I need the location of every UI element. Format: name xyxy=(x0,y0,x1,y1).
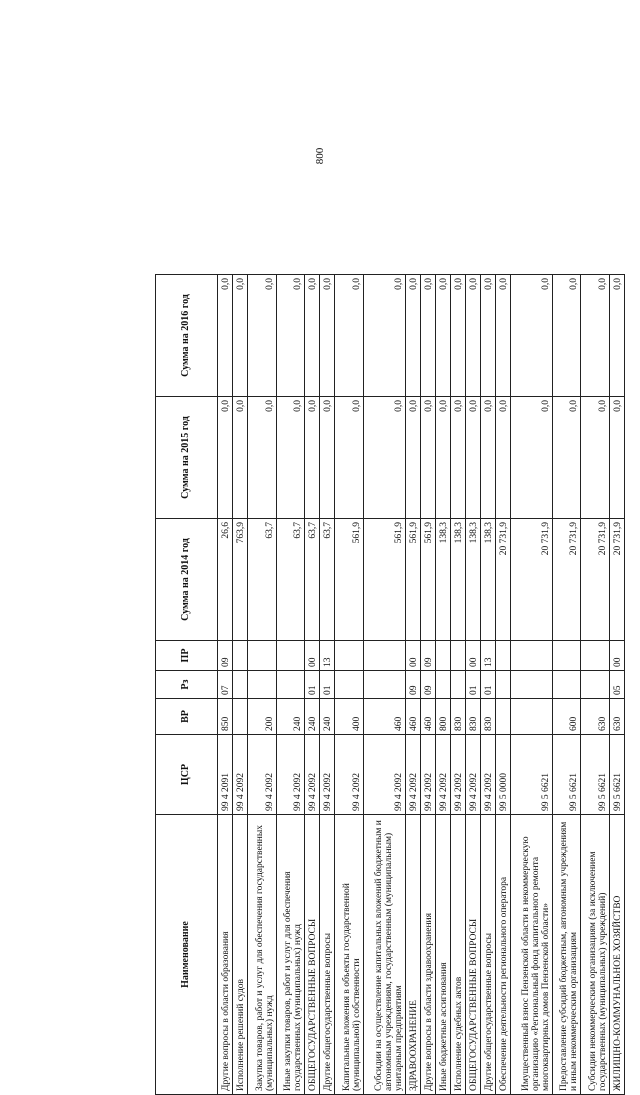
row-sum-2014: 20 731,9 xyxy=(581,519,610,641)
row-csr: 99 4 2092 xyxy=(363,735,405,815)
row-sum-2015: 0,0 xyxy=(465,397,480,519)
row-sum-2016: 0,0 xyxy=(510,275,552,397)
row-sum-2015: 0,0 xyxy=(320,397,335,519)
row-sum-2014: 26,6 xyxy=(218,519,233,641)
row-sum-2016: 0,0 xyxy=(552,275,581,397)
row-pr xyxy=(552,641,581,671)
row-name: Исполнение решений судов xyxy=(232,815,247,1095)
table-row xyxy=(495,275,510,1095)
row-sum-2016: 0,0 xyxy=(232,275,247,397)
row-sum-2015: 0,0 xyxy=(552,397,581,519)
row-sum-2016: 0,0 xyxy=(465,275,480,397)
row-sum-2016: 0,0 xyxy=(450,275,465,397)
row-vr xyxy=(495,699,510,735)
row-csr: 99 5 6621 xyxy=(609,735,624,815)
row-vr: 630 xyxy=(581,699,610,735)
row-pr: 09 xyxy=(218,641,233,671)
row-sum-2015: 0,0 xyxy=(510,397,552,519)
row-pr: 13 xyxy=(480,641,495,671)
row-sum-2015: 0,0 xyxy=(218,397,233,519)
row-sum-2016: 0,0 xyxy=(581,275,610,397)
table-row xyxy=(305,275,320,1095)
row-vr: 200 xyxy=(247,699,276,735)
row-sum-2016: 0,0 xyxy=(218,275,233,397)
table-row xyxy=(405,275,420,1095)
row-sum-2015: 0,0 xyxy=(495,397,510,519)
row-pr: 00 xyxy=(405,641,420,671)
row-name: Другие вопросы в области образования xyxy=(218,815,233,1095)
row-sum-2014: 138,3 xyxy=(450,519,465,641)
row-name: ЗДРАВООХРАНЕНИЕ xyxy=(405,815,420,1095)
row-sum-2014: 138,3 xyxy=(480,519,495,641)
row-sum-2014: 138,3 xyxy=(435,519,450,641)
row-pr xyxy=(232,641,247,671)
row-sum-2015: 0,0 xyxy=(609,397,624,519)
row-sum-2016: 0,0 xyxy=(495,275,510,397)
row-csr: 99 4 2092 xyxy=(305,735,320,815)
row-pr xyxy=(276,641,305,671)
table-row xyxy=(609,275,624,1095)
row-rz: 01 xyxy=(305,671,320,699)
table-row xyxy=(320,275,335,1095)
row-csr: 99 5 6621 xyxy=(552,735,581,815)
row-sum-2016: 0,0 xyxy=(480,275,495,397)
row-sum-2014: 138,3 xyxy=(465,519,480,641)
row-name: ЖИЛИЩНО-КОММУНАЛЬНОЕ ХОЗЯЙСТВО xyxy=(609,815,624,1095)
row-pr xyxy=(435,641,450,671)
row-sum-2014: 20 731,9 xyxy=(510,519,552,641)
header-sum-2014: Сумма на 2014 год xyxy=(156,519,218,641)
row-sum-2015: 0,0 xyxy=(405,397,420,519)
row-csr: 99 4 2092 xyxy=(480,735,495,815)
row-vr: 850 xyxy=(218,699,233,735)
row-name: Предоставление субсидий бюджетным, автономным учреждениям и иным некоммерческим организациям xyxy=(552,815,581,1095)
row-sum-2014: 561,9 xyxy=(405,519,420,641)
row-rz xyxy=(495,671,510,699)
row-rz: 01 xyxy=(480,671,495,699)
row-sum-2015: 0,0 xyxy=(335,397,364,519)
row-name: ОБЩЕГОСУДАРСТВЕННЫЕ ВОПРОСЫ xyxy=(465,815,480,1095)
row-pr xyxy=(495,641,510,671)
header-sum-2015: Сумма на 2015 год xyxy=(156,397,218,519)
row-rz xyxy=(581,671,610,699)
row-vr: 460 xyxy=(420,699,435,735)
table-row xyxy=(465,275,480,1095)
row-sum-2015: 0,0 xyxy=(305,397,320,519)
row-csr: 99 4 2092 xyxy=(405,735,420,815)
row-vr: 830 xyxy=(480,699,495,735)
row-sum-2016: 0,0 xyxy=(335,275,364,397)
row-rz xyxy=(232,671,247,699)
row-rz: 01 xyxy=(320,671,335,699)
row-vr: 600 xyxy=(552,699,581,735)
row-csr: 99 4 2092 xyxy=(232,735,247,815)
row-pr xyxy=(335,641,364,671)
row-name: Другие общегосударственные вопросы xyxy=(480,815,495,1095)
row-rz xyxy=(276,671,305,699)
row-vr: 830 xyxy=(450,699,465,735)
row-pr: 00 xyxy=(609,641,624,671)
row-vr: 460 xyxy=(405,699,420,735)
row-rz: 09 xyxy=(420,671,435,699)
row-name: Имущественный взнос Пензенской области в некоммерческую организацию «Региональный фонд капитального ремонта многоквартирных домов Пензенской области» xyxy=(510,815,552,1095)
row-sum-2014: 763,9 xyxy=(232,519,247,641)
row-sum-2014: 63,7 xyxy=(276,519,305,641)
row-sum-2015: 0,0 xyxy=(480,397,495,519)
row-vr: 630 xyxy=(609,699,624,735)
row-sum-2014: 20 731,9 xyxy=(495,519,510,641)
row-csr: 99 4 2092 xyxy=(435,735,450,815)
table-row xyxy=(552,275,581,1095)
row-vr: 400 xyxy=(335,699,364,735)
row-vr: 460 xyxy=(363,699,405,735)
table-row xyxy=(581,275,610,1095)
budget-table-sheet xyxy=(155,275,625,1095)
row-rz xyxy=(335,671,364,699)
row-pr xyxy=(581,641,610,671)
row-rz: 07 xyxy=(218,671,233,699)
row-name: Обеспечение деятельности регионального оператора xyxy=(495,815,510,1095)
row-sum-2016: 0,0 xyxy=(276,275,305,397)
row-sum-2015: 0,0 xyxy=(420,397,435,519)
table-row xyxy=(335,275,364,1095)
row-sum-2015: 0,0 xyxy=(276,397,305,519)
row-name: Другие вопросы в области здравоохранения xyxy=(420,815,435,1095)
row-csr: 99 4 2092 xyxy=(450,735,465,815)
row-name: Капитальные вложения в объекты государственной (муниципальной) собственности xyxy=(335,815,364,1095)
row-vr: 800 xyxy=(435,699,450,735)
row-sum-2016: 0,0 xyxy=(420,275,435,397)
header-pr: ПР xyxy=(156,641,218,671)
header-name: Наименование xyxy=(156,815,218,1095)
row-sum-2014: 63,7 xyxy=(305,519,320,641)
row-sum-2016: 0,0 xyxy=(609,275,624,397)
row-vr: 240 xyxy=(276,699,305,735)
row-rz xyxy=(363,671,405,699)
row-rz: 01 xyxy=(465,671,480,699)
row-rz xyxy=(450,671,465,699)
row-sum-2015: 0,0 xyxy=(247,397,276,519)
row-sum-2015: 0,0 xyxy=(435,397,450,519)
table-row xyxy=(363,275,405,1095)
row-sum-2015: 0,0 xyxy=(363,397,405,519)
row-csr: 99 4 2092 xyxy=(320,735,335,815)
table-row xyxy=(232,275,247,1095)
row-sum-2015: 0,0 xyxy=(232,397,247,519)
table-row xyxy=(450,275,465,1095)
row-rz xyxy=(435,671,450,699)
budget-table xyxy=(155,274,625,1095)
table-body xyxy=(218,275,625,1095)
row-rz xyxy=(510,671,552,699)
row-pr: 00 xyxy=(465,641,480,671)
row-name: Иные бюджетные ассигнования xyxy=(435,815,450,1095)
row-name: Закупка товаров, работ и услуг для обеспечения государственных (муниципальных) нужд xyxy=(247,815,276,1095)
table-header-row xyxy=(156,275,218,1095)
row-sum-2016: 0,0 xyxy=(405,275,420,397)
row-sum-2014: 20 731,9 xyxy=(609,519,624,641)
row-sum-2014: 20 731,9 xyxy=(552,519,581,641)
table-row xyxy=(510,275,552,1095)
row-name: ОБЩЕГОСУДАРСТВЕННЫЕ ВОПРОСЫ xyxy=(305,815,320,1095)
table-row xyxy=(247,275,276,1095)
row-name: Субсидии некоммерческим организациям (за исключением государственных (муниципальных) учреждений) xyxy=(581,815,610,1095)
row-csr: 99 5 0000 xyxy=(495,735,510,815)
row-sum-2015: 0,0 xyxy=(581,397,610,519)
row-pr xyxy=(247,641,276,671)
row-pr: 13 xyxy=(320,641,335,671)
header-vr: ВР xyxy=(156,699,218,735)
row-vr: 830 xyxy=(465,699,480,735)
row-sum-2014: 561,9 xyxy=(335,519,364,641)
header-rz: Рз xyxy=(156,671,218,699)
row-sum-2016: 0,0 xyxy=(320,275,335,397)
row-vr xyxy=(510,699,552,735)
row-csr: 99 4 2092 xyxy=(420,735,435,815)
row-csr: 99 5 6621 xyxy=(510,735,552,815)
row-csr: 99 4 2092 xyxy=(465,735,480,815)
row-sum-2015: 0,0 xyxy=(450,397,465,519)
row-sum-2014: 561,9 xyxy=(420,519,435,641)
header-sum-2016: Сумма на 2016 год xyxy=(156,275,218,397)
row-pr xyxy=(450,641,465,671)
row-vr xyxy=(232,699,247,735)
row-name: Иные закупки товаров, работ и услуг для обеспечения государственных (муниципальных) нужд xyxy=(276,815,305,1095)
row-csr: 99 5 6621 xyxy=(581,735,610,815)
row-vr: 240 xyxy=(305,699,320,735)
row-csr: 99 4 2091 xyxy=(218,735,233,815)
header-csr: ЦСР xyxy=(156,735,218,815)
row-sum-2016: 0,0 xyxy=(363,275,405,397)
row-rz: 05 xyxy=(609,671,624,699)
row-vr: 240 xyxy=(320,699,335,735)
row-sum-2016: 0,0 xyxy=(435,275,450,397)
row-csr: 99 4 2092 xyxy=(276,735,305,815)
table-row xyxy=(218,275,233,1095)
table-row xyxy=(435,275,450,1095)
row-rz: 09 xyxy=(405,671,420,699)
row-pr xyxy=(363,641,405,671)
row-sum-2014: 561,9 xyxy=(363,519,405,641)
row-csr: 99 4 2092 xyxy=(335,735,364,815)
row-pr: 00 xyxy=(305,641,320,671)
row-sum-2014: 63,7 xyxy=(320,519,335,641)
row-sum-2016: 0,0 xyxy=(247,275,276,397)
row-name: Исполнение судебных актов xyxy=(450,815,465,1095)
table-row xyxy=(480,275,495,1095)
table-row xyxy=(276,275,305,1095)
table-row xyxy=(420,275,435,1095)
row-name: Другие общегосударственные вопросы xyxy=(320,815,335,1095)
row-pr xyxy=(510,641,552,671)
row-sum-2016: 0,0 xyxy=(305,275,320,397)
row-pr: 09 xyxy=(420,641,435,671)
row-sum-2014: 63,7 xyxy=(247,519,276,641)
page-number: 800 xyxy=(314,147,326,165)
row-csr: 99 4 2092 xyxy=(247,735,276,815)
row-name: Субсидии на осуществление капитальных вложений бюджетным и автономным учреждениям, государственным (муниципальным) унитарным предприятиям xyxy=(363,815,405,1095)
row-rz xyxy=(247,671,276,699)
row-rz xyxy=(552,671,581,699)
